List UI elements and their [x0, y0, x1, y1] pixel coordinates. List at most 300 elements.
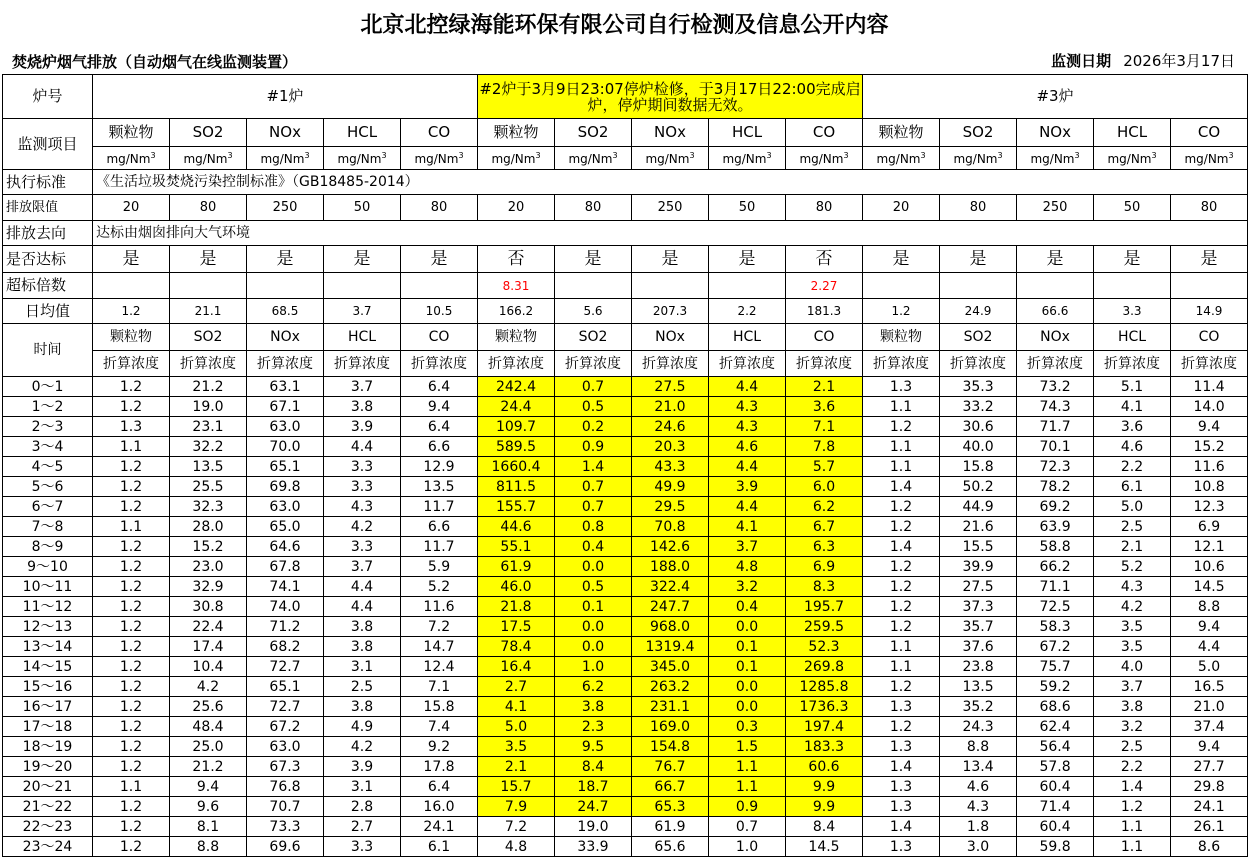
hour-value: 21.0 [632, 397, 709, 417]
time-pollutant-name: CO [1171, 324, 1248, 351]
standard-label: 执行标准 [3, 170, 93, 195]
hour-value: 8.4 [555, 757, 632, 777]
hour-value: 4.9 [324, 717, 401, 737]
hour-value: 10.6 [1171, 557, 1248, 577]
daily-average-value: 166.2 [478, 299, 555, 324]
hour-range: 4～5 [3, 457, 93, 477]
concentration-label: 折算浓度 [247, 351, 324, 377]
direction-text: 达标由烟囱排向大气环境 [93, 221, 1248, 246]
hour-value: 0.2 [555, 417, 632, 437]
hour-value: 60.4 [1017, 777, 1094, 797]
hour-value: 65.6 [632, 837, 709, 857]
hour-value: 6.1 [1094, 477, 1171, 497]
hour-value: 67.3 [247, 757, 324, 777]
hour-value: 13.5 [401, 477, 478, 497]
unit-text: mg/Nm [1030, 151, 1075, 166]
hour-value: 1.3 [863, 837, 940, 857]
hour-row [3, 677, 1248, 697]
hour-value: 3.8 [324, 697, 401, 717]
concentration-label: 折算浓度 [1171, 351, 1248, 377]
hour-row [3, 517, 1248, 537]
unit-text: mg/Nm [953, 151, 998, 166]
time-pollutant-name: NOx [247, 324, 324, 351]
hour-value: 7.8 [786, 437, 863, 457]
hour-value: 1.4 [1094, 777, 1171, 797]
pollutant-name: HCL [324, 119, 401, 147]
hour-value: 2.5 [324, 677, 401, 697]
hour-range: 23～24 [3, 837, 93, 857]
unit-cell [632, 147, 709, 170]
hour-row [3, 377, 1248, 397]
hour-value: 5.7 [786, 457, 863, 477]
hour-row [3, 497, 1248, 517]
hour-value: 1.2 [863, 417, 940, 437]
hour-value: 0.0 [709, 697, 786, 717]
hour-value: 27.5 [940, 577, 1017, 597]
time-pollutant-name: HCL [709, 324, 786, 351]
hour-value: 55.1 [478, 537, 555, 557]
hour-value: 5.0 [1094, 497, 1171, 517]
exceed-value [93, 273, 170, 299]
hour-value: 3.9 [324, 417, 401, 437]
hour-value: 4.3 [940, 797, 1017, 817]
hour-value: 1.2 [93, 637, 170, 657]
hour-value: 6.6 [401, 517, 478, 537]
pollutant-name: NOx [1017, 119, 1094, 147]
hour-value: 1.1 [1094, 817, 1171, 837]
time-pollutant-name: NOx [632, 324, 709, 351]
hour-value: 6.6 [401, 437, 478, 457]
hour-value: 1.2 [93, 657, 170, 677]
hour-value: 968.0 [632, 617, 709, 637]
time-pollutant-name: 颗粒物 [863, 324, 940, 351]
hour-value: 33.9 [555, 837, 632, 857]
hour-value: 67.2 [247, 717, 324, 737]
hour-row [3, 657, 1248, 677]
concentration-label: 折算浓度 [786, 351, 863, 377]
subtitle: 焚烧炉烟气排放（自动烟气在线监测装置） [12, 53, 298, 71]
hour-range: 1～2 [3, 397, 93, 417]
hour-value: 1.2 [93, 577, 170, 597]
hour-value: 67.1 [247, 397, 324, 417]
hour-value: 1.1 [93, 437, 170, 457]
daily-average-value: 3.3 [1094, 299, 1171, 324]
hour-value: 3.3 [324, 837, 401, 857]
unit-cell [940, 147, 1017, 170]
hour-value: 1.2 [863, 717, 940, 737]
hour-row [3, 757, 1248, 777]
hour-value: 3.7 [324, 557, 401, 577]
unit-exponent: 3 [458, 150, 464, 160]
exceed-label: 超标倍数 [3, 273, 93, 299]
hour-value: 1.2 [93, 837, 170, 857]
pollutant-name: CO [1171, 119, 1248, 147]
hour-range: 16～17 [3, 697, 93, 717]
hour-value: 2.2 [1094, 757, 1171, 777]
time-pollutant-name: 颗粒物 [93, 324, 170, 351]
hour-value: 3.8 [324, 637, 401, 657]
hour-value: 37.6 [940, 637, 1017, 657]
hour-value: 155.7 [478, 497, 555, 517]
hour-value: 44.9 [940, 497, 1017, 517]
hour-value: 1.4 [555, 457, 632, 477]
compliance-value: 是 [1094, 246, 1171, 273]
hour-value: 0.0 [709, 617, 786, 637]
hour-value: 2.1 [478, 757, 555, 777]
hour-value: 154.8 [632, 737, 709, 757]
hour-value: 10.8 [1171, 477, 1248, 497]
unit-cell [1017, 147, 1094, 170]
hour-value: 1.4 [863, 817, 940, 837]
hour-value: 67.2 [1017, 637, 1094, 657]
hour-value: 8.3 [786, 577, 863, 597]
unit-cell [709, 147, 786, 170]
hour-range: 17～18 [3, 717, 93, 737]
hour-value: 9.9 [786, 797, 863, 817]
daily-average-value: 14.9 [1171, 299, 1248, 324]
hour-value: 1.1 [93, 517, 170, 537]
hour-range: 3～4 [3, 437, 93, 457]
hour-value: 3.2 [709, 577, 786, 597]
time-pollutant-row [3, 324, 1248, 351]
unit-cell [247, 147, 324, 170]
concentration-label: 折算浓度 [709, 351, 786, 377]
hour-value: 32.2 [170, 437, 247, 457]
hour-value: 1319.4 [632, 637, 709, 657]
hour-value: 1.4 [863, 757, 940, 777]
hour-value: 0.0 [555, 617, 632, 637]
hour-value: 0.0 [709, 677, 786, 697]
hour-value: 1.1 [93, 777, 170, 797]
time-pollutant-name: CO [401, 324, 478, 351]
limit-value: 50 [1094, 195, 1171, 221]
hour-value: 1.5 [709, 737, 786, 757]
hour-value: 9.2 [401, 737, 478, 757]
hour-value: 68.2 [247, 637, 324, 657]
hour-value: 70.1 [1017, 437, 1094, 457]
daily-average-value: 1.2 [863, 299, 940, 324]
hour-value: 3.3 [324, 457, 401, 477]
hour-value: 21.8 [478, 597, 555, 617]
hour-value: 183.3 [786, 737, 863, 757]
hour-range: 13～14 [3, 637, 93, 657]
unit-cell [1171, 147, 1248, 170]
hour-value: 4.2 [170, 677, 247, 697]
hour-value: 65.1 [247, 677, 324, 697]
hour-value: 24.3 [940, 717, 1017, 737]
monitoring-date [1051, 50, 1235, 71]
hour-value: 57.8 [1017, 757, 1094, 777]
unit-text: mg/Nm [799, 151, 844, 166]
hour-range: 21～22 [3, 797, 93, 817]
concentration-label: 折算浓度 [632, 351, 709, 377]
unit-text: mg/Nm [337, 151, 382, 166]
unit-exponent: 3 [381, 150, 387, 160]
hour-value: 4.0 [1094, 657, 1171, 677]
hour-value: 2.3 [555, 717, 632, 737]
hour-value: 1.3 [863, 377, 940, 397]
hour-range: 18～19 [3, 737, 93, 757]
pollutant-name: SO2 [170, 119, 247, 147]
pollutant-name: 颗粒物 [863, 119, 940, 147]
standard-row [3, 170, 1248, 195]
hour-value: 13.5 [940, 677, 1017, 697]
hour-row [3, 637, 1248, 657]
hour-value: 9.4 [1171, 417, 1248, 437]
time-label: 时间 [3, 324, 93, 377]
page-title: 北京北控绿海能环保有限公司自行检测及信息公开内容 [360, 13, 889, 38]
exceed-value [863, 273, 940, 299]
hour-value: 4.8 [478, 837, 555, 857]
compliance-value: 是 [555, 246, 632, 273]
hour-range: 11～12 [3, 597, 93, 617]
hour-value: 72.7 [247, 697, 324, 717]
hour-value: 4.3 [324, 497, 401, 517]
hour-value: 58.3 [1017, 617, 1094, 637]
hour-range: 0～1 [3, 377, 93, 397]
hour-value: 3.7 [324, 377, 401, 397]
hour-value: 142.6 [632, 537, 709, 557]
hour-value: 62.4 [1017, 717, 1094, 737]
daily-average-value: 21.1 [170, 299, 247, 324]
hour-value: 67.8 [247, 557, 324, 577]
furnace-header-row [3, 75, 1248, 119]
hour-value: 9.4 [1171, 737, 1248, 757]
hour-value: 63.1 [247, 377, 324, 397]
pollutant-name: SO2 [940, 119, 1017, 147]
concentration-label: 折算浓度 [93, 351, 170, 377]
hour-value: 1.2 [93, 477, 170, 497]
exceed-row [3, 273, 1248, 299]
exceed-value [709, 273, 786, 299]
hour-value: 60.4 [1017, 817, 1094, 837]
hour-value: 21.2 [170, 757, 247, 777]
hour-range: 12～13 [3, 617, 93, 637]
hour-value: 4.6 [940, 777, 1017, 797]
hour-row [3, 577, 1248, 597]
hour-value: 1.2 [863, 557, 940, 577]
daily-average-value: 68.5 [247, 299, 324, 324]
hour-value: 63.0 [247, 737, 324, 757]
hour-value: 1.1 [863, 397, 940, 417]
hour-value: 4.3 [709, 417, 786, 437]
hour-value: 18.7 [555, 777, 632, 797]
hour-value: 72.5 [1017, 597, 1094, 617]
hour-value: 3.3 [324, 477, 401, 497]
daily-average-value: 181.3 [786, 299, 863, 324]
hour-value: 68.6 [1017, 697, 1094, 717]
hour-value: 2.8 [324, 797, 401, 817]
hour-value: 8.4 [786, 817, 863, 837]
compliance-value: 是 [93, 246, 170, 273]
hour-value: 7.9 [478, 797, 555, 817]
hour-value: 25.0 [170, 737, 247, 757]
pollutant-name: SO2 [555, 119, 632, 147]
limit-value: 20 [478, 195, 555, 221]
pollutant-name: NOx [632, 119, 709, 147]
unit-text: mg/Nm [106, 151, 151, 166]
hour-value: 0.1 [709, 637, 786, 657]
hour-value: 61.9 [478, 557, 555, 577]
hour-value: 30.6 [940, 417, 1017, 437]
daily-average-label: 日均值 [3, 299, 93, 324]
date-value: 2026年3月17日 [1123, 52, 1235, 70]
date-label: 监测日期 [1051, 52, 1112, 70]
hour-value: 1285.8 [786, 677, 863, 697]
hour-value: 22.4 [170, 617, 247, 637]
hour-value: 109.7 [478, 417, 555, 437]
pollutant-name: HCL [709, 119, 786, 147]
hour-value: 15.8 [401, 697, 478, 717]
time-pollutant-name: SO2 [555, 324, 632, 351]
hour-value: 25.6 [170, 697, 247, 717]
hour-value: 1.3 [863, 777, 940, 797]
hour-value: 71.1 [1017, 577, 1094, 597]
concentration-label: 折算浓度 [170, 351, 247, 377]
hour-value: 195.7 [786, 597, 863, 617]
hour-value: 1736.3 [786, 697, 863, 717]
hour-range: 14～15 [3, 657, 93, 677]
hour-value: 811.5 [478, 477, 555, 497]
compliance-value: 是 [170, 246, 247, 273]
hour-value: 1.2 [1094, 797, 1171, 817]
unit-cell [1094, 147, 1171, 170]
hour-value: 12.4 [401, 657, 478, 677]
hour-value: 14.0 [1171, 397, 1248, 417]
hour-value: 1.4 [863, 537, 940, 557]
hour-value: 3.3 [324, 537, 401, 557]
emission-table [2, 74, 1248, 857]
hour-value: 2.5 [1094, 737, 1171, 757]
hour-value: 23.1 [170, 417, 247, 437]
hour-value: 6.4 [401, 417, 478, 437]
limit-value: 20 [93, 195, 170, 221]
hour-value: 1.1 [1094, 837, 1171, 857]
concentration-label: 折算浓度 [478, 351, 555, 377]
hour-row [3, 797, 1248, 817]
standard-text: 《生活垃圾焚烧污染控制标准》（GB18485-2014） [93, 170, 1248, 195]
hour-value: 169.0 [632, 717, 709, 737]
time-pollutant-name: CO [786, 324, 863, 351]
hour-value: 3.9 [709, 477, 786, 497]
hour-value: 32.3 [170, 497, 247, 517]
hour-value: 74.3 [1017, 397, 1094, 417]
hour-value: 1660.4 [478, 457, 555, 477]
compliance-value: 是 [1171, 246, 1248, 273]
hour-value: 13.5 [170, 457, 247, 477]
hour-value: 5.2 [1094, 557, 1171, 577]
pollutant-name: 颗粒物 [93, 119, 170, 147]
daily-average-value: 10.5 [401, 299, 478, 324]
hour-value: 1.2 [93, 737, 170, 757]
unit-cell [786, 147, 863, 170]
exceed-value [1171, 273, 1248, 299]
hour-value: 0.5 [555, 577, 632, 597]
hour-value: 1.2 [863, 517, 940, 537]
compliance-value: 否 [786, 246, 863, 273]
hour-value: 1.2 [93, 397, 170, 417]
hour-value: 29.5 [632, 497, 709, 517]
monitoring-item-label: 监测项目 [3, 119, 93, 170]
unit-text: mg/Nm [645, 151, 690, 166]
hour-range: 8～9 [3, 537, 93, 557]
hour-value: 73.2 [1017, 377, 1094, 397]
hour-value: 4.4 [709, 377, 786, 397]
hour-value: 0.7 [555, 477, 632, 497]
hour-value: 16.0 [401, 797, 478, 817]
hour-range: 19～20 [3, 757, 93, 777]
concentration-label-row [3, 351, 1248, 377]
pollutant-name: CO [401, 119, 478, 147]
hour-value: 32.9 [170, 577, 247, 597]
hour-value: 69.6 [247, 837, 324, 857]
hour-value: 0.7 [709, 817, 786, 837]
unit-text: mg/Nm [1107, 151, 1152, 166]
hour-value: 1.1 [863, 457, 940, 477]
time-pollutant-name: 颗粒物 [478, 324, 555, 351]
hour-row [3, 597, 1248, 617]
hour-value: 15.2 [170, 537, 247, 557]
hour-value: 0.9 [709, 797, 786, 817]
exceed-value [1017, 273, 1094, 299]
daily-average-value: 1.2 [93, 299, 170, 324]
daily-average-value: 2.2 [709, 299, 786, 324]
hour-value: 1.2 [93, 677, 170, 697]
limit-value: 80 [170, 195, 247, 221]
hour-value: 259.5 [786, 617, 863, 637]
hour-value: 4.2 [324, 517, 401, 537]
hour-value: 4.4 [1171, 637, 1248, 657]
compliance-value: 是 [940, 246, 1017, 273]
hour-value: 52.3 [786, 637, 863, 657]
unit-exponent: 3 [227, 150, 233, 160]
hour-value: 1.2 [863, 597, 940, 617]
exceed-value: 8.31 [478, 273, 555, 299]
limit-value: 80 [786, 195, 863, 221]
hour-value: 1.2 [863, 677, 940, 697]
limit-value: 80 [555, 195, 632, 221]
hour-value: 6.2 [555, 677, 632, 697]
unit-text: mg/Nm [722, 151, 767, 166]
hour-value: 21.2 [170, 377, 247, 397]
hour-value: 3.7 [1094, 677, 1171, 697]
hour-row [3, 477, 1248, 497]
hour-value: 13.4 [940, 757, 1017, 777]
unit-cell [324, 147, 401, 170]
hour-value: 1.2 [93, 757, 170, 777]
hour-value: 14.5 [786, 837, 863, 857]
hour-value: 43.3 [632, 457, 709, 477]
pollutant-name: HCL [1094, 119, 1171, 147]
hour-value: 78.2 [1017, 477, 1094, 497]
hour-range: 5～6 [3, 477, 93, 497]
hour-value: 27.5 [632, 377, 709, 397]
hour-value: 0.0 [555, 557, 632, 577]
hour-value: 1.2 [93, 557, 170, 577]
hour-value: 78.4 [478, 637, 555, 657]
direction-label: 排放去向 [3, 221, 93, 246]
hour-value: 247.7 [632, 597, 709, 617]
hour-value: 6.4 [401, 777, 478, 797]
hour-value: 7.1 [401, 677, 478, 697]
hour-row [3, 557, 1248, 577]
daily-average-row [3, 299, 1248, 324]
daily-average-value: 207.3 [632, 299, 709, 324]
hour-row [3, 437, 1248, 457]
hour-value: 8.6 [1171, 837, 1248, 857]
exceed-value [324, 273, 401, 299]
hour-value: 17.5 [478, 617, 555, 637]
